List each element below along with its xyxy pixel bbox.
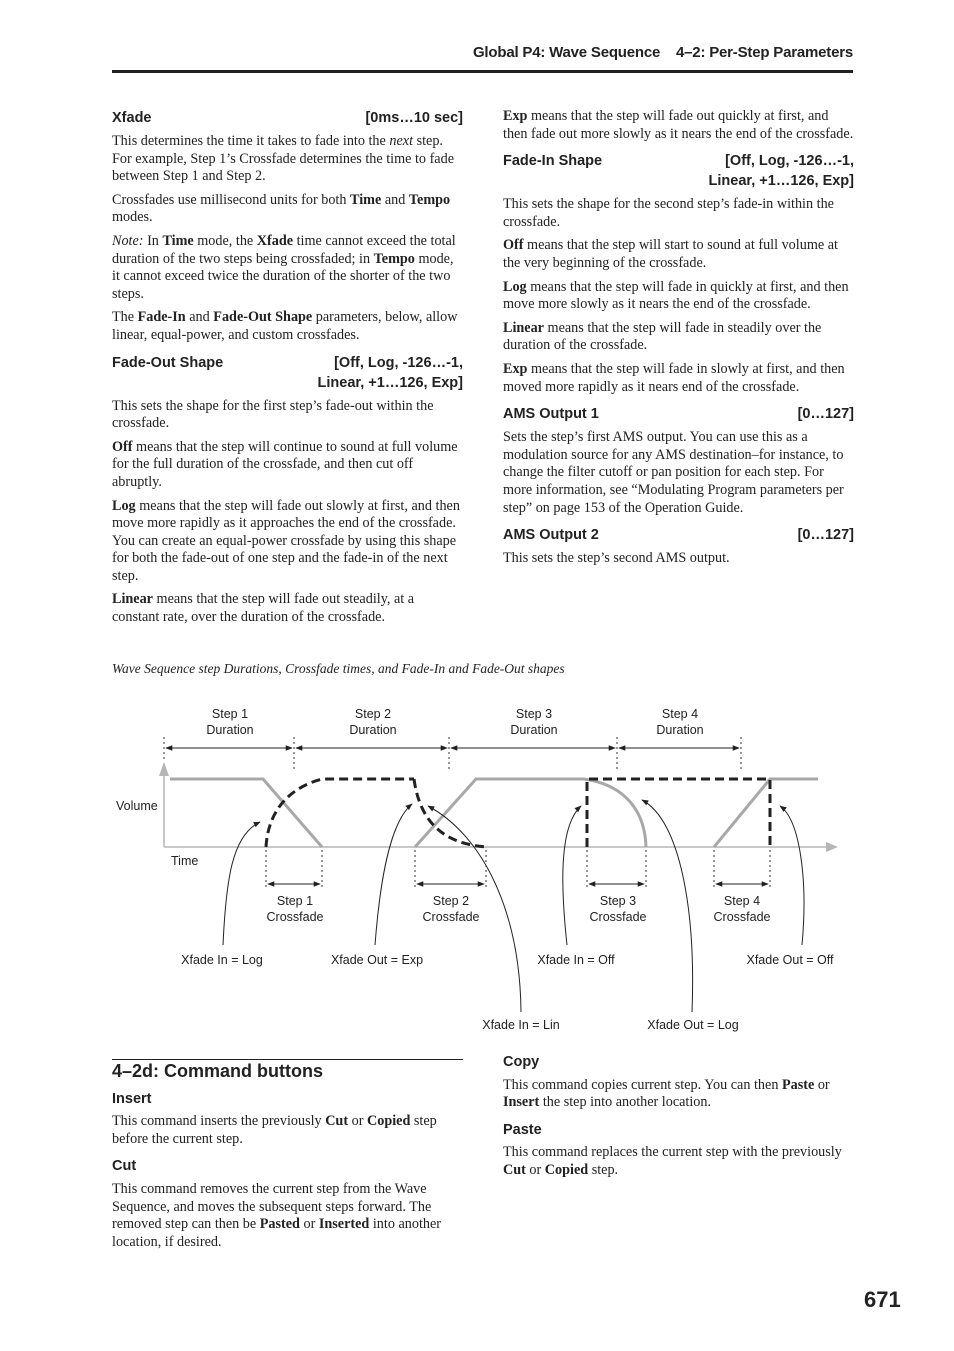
step2-duration-label: Step 2 Duration <box>349 707 397 737</box>
fadeout-off: Off means that the step will continue to sound at full volume for the full duration of the crossfade, and then cut off abruptly. <box>112 438 458 490</box>
header-title: Global P4: Wave Sequence 4–2: Per-Step Parameters <box>472 44 853 61</box>
step2-crossfade-label: Step 2 Crossfade <box>422 894 480 924</box>
left-column <box>112 108 463 633</box>
paste-heading: Paste <box>503 1121 542 1138</box>
xfade-out-off-label: Xfade Out = Off <box>746 953 834 967</box>
fadein-desc: This sets the shape for the second step’s fade-in within the crossfade. <box>503 196 834 230</box>
xfade-shapes: The Fade-In and Fade-Out Shape parameters, below, allow linear, equal-power, and custom crossfades. <box>112 309 458 343</box>
step3-crossfade-label: Step 3 Crossfade <box>589 894 647 924</box>
figure-caption: Wave Sequence step Durations, Crossfade times, and Fade-In and Fade-Out shapes <box>112 661 565 676</box>
xfade-note: Note: In Time mode, the Xfade time cannot exceed the total duration of the two steps being crossfaded; in Tempo mode, it cannot exceed twice the duration of the shorter of the two steps. <box>112 232 456 302</box>
commands-left <box>112 1059 463 1257</box>
fadein-off: Off means that the step will start to sound at full volume at the very beginning of the crossfade. <box>503 237 838 271</box>
commands-right <box>503 1054 854 1186</box>
insert-desc: This command inserts the previously Cut or Copied step before the current step. <box>112 1113 437 1147</box>
time-axis-arrow <box>826 842 838 852</box>
paste-desc: This command replaces the current step with the previously Cut or Copied step. <box>503 1144 842 1178</box>
step1-envelope <box>170 779 322 847</box>
duration-markers <box>164 737 770 888</box>
page-number: 671 <box>864 1287 901 1312</box>
ams2-name: AMS Output 2 <box>503 527 599 544</box>
volume-axis-arrow <box>159 762 169 776</box>
fadeout-envelopes <box>170 779 818 847</box>
time-label: Time <box>171 854 199 868</box>
ams2-desc: This sets the step’s second AMS output. <box>503 550 730 567</box>
duration-labels <box>181 707 834 1032</box>
xfade-desc: This determines the time it takes to fade into the next step. For example, Step 1’s Crossfade determines the time to fade between Step 1 and Step 2. <box>112 133 454 185</box>
pointer-xfade-out-off <box>780 806 804 945</box>
copy-desc: This command copies current step. You can then Paste or Insert the step into another location. <box>503 1076 830 1111</box>
pointer-xfade-out-log <box>642 800 693 1012</box>
step3-log-fadeout <box>584 779 646 847</box>
xfade-in-lin-label: Xfade In = Lin <box>482 1018 560 1032</box>
xfade-units: Crossfades use millisecond units for both Time and Tempo modes. <box>112 191 451 226</box>
ams2-range: [0…127] <box>797 527 854 544</box>
ams1-heading <box>503 404 854 424</box>
xfade-out-log-label: Xfade Out = Log <box>647 1018 739 1032</box>
xfade-in-off-label: Xfade In = Off <box>537 953 615 967</box>
fadeout-exp: Exp means that the step will fade out quickly at first, and then fade out more slowly as it nears the end of the crossfade. <box>503 108 854 142</box>
step4-duration-label: Step 4 Duration <box>656 707 704 737</box>
page-header <box>112 42 853 73</box>
fadeout-name: Fade-Out Shape <box>112 354 224 371</box>
insert-heading: Insert <box>112 1090 152 1107</box>
fadeout-heading <box>112 353 463 393</box>
fadeout-log: Log means that the step will fade out slowly at first, and then move more rapidly as it approaches the end of the crossfade. You can create an equal-power crossfade by using this shape for both the fade-out of one step and the fade-in of the next step. <box>112 497 460 584</box>
step3-duration-label: Step 3 Duration <box>510 707 558 737</box>
fadein-name: Fade-In Shape <box>503 153 603 170</box>
cut-desc: This command removes the current step from the Wave Sequence, and moves the subsequent steps forward. The removed step can then be Pasted or Inserted into another location, if desired. <box>112 1180 442 1250</box>
ams2-heading <box>503 525 854 545</box>
fadein-heading <box>503 151 854 191</box>
pointer-xfade-out-exp <box>375 804 412 945</box>
pointer-xfade-in-log <box>223 822 260 945</box>
fadeout-desc: This sets the shape for the first step’s fade-out within the crossfade. <box>112 397 434 432</box>
step4-envelope <box>714 779 818 847</box>
copy-heading: Copy <box>503 1054 540 1070</box>
xfade-name: Xfade <box>112 110 152 126</box>
xfade-heading <box>112 108 463 128</box>
fadein-envelopes <box>266 779 770 847</box>
ams1-name: AMS Output 1 <box>503 406 599 423</box>
fadein-exp: Exp means that the step will fade in slowly at first, and then moved more rapidly as it nears end of the crossfade. <box>503 360 845 395</box>
step1-duration-label: Step 1 Duration <box>206 707 254 737</box>
fadein-range: [Off, Log, -126…-1, Linear, +1…126, Exp] <box>708 153 854 190</box>
crossfade-diagram <box>0 690 954 1040</box>
cut-heading: Cut <box>112 1158 137 1175</box>
volume-label: Volume <box>116 799 158 813</box>
xfade-out-exp-label: Xfade Out = Exp <box>330 953 424 967</box>
fadein-log: Log means that the step will fade in quickly at first, and then move more slowly as it nears the end of the crossfade. <box>503 278 849 313</box>
commands-title: 4–2d: Command buttons <box>112 1059 463 1081</box>
fadeout-range: [Off, Log, -126…-1, Linear, +1…126, Exp] <box>317 354 463 391</box>
step4-crossfade-label: Step 4 Crossfade <box>713 894 771 924</box>
fadein-linear: Linear means that the step will fade in steadily over the duration of the crossfade. <box>503 319 822 354</box>
xfade-range: [0ms…10 sec] <box>365 110 463 126</box>
fadeout-linear: Linear means that the step will fade out steadily, at a constant rate, over the duration of the crossfade. <box>112 591 415 626</box>
pointer-xfade-in-lin <box>428 806 521 1012</box>
ams1-desc: Sets the step’s first AMS output. You can use this as a modulation source for any AMS destination–for instance, to change the filter cutoff or pan position for each step. For more information, see “Modulating Program parameters per step” on page 153 of the Operation Guide. <box>503 429 844 516</box>
step2-log-fadein <box>266 779 414 847</box>
ams1-range: [0…127] <box>797 406 854 423</box>
step1-crossfade-label: Step 1 Crossfade <box>266 894 324 924</box>
xfade-in-log-label: Xfade In = Log <box>181 953 263 967</box>
pointer-xfade-in-off <box>563 806 581 945</box>
right-column <box>503 108 854 574</box>
